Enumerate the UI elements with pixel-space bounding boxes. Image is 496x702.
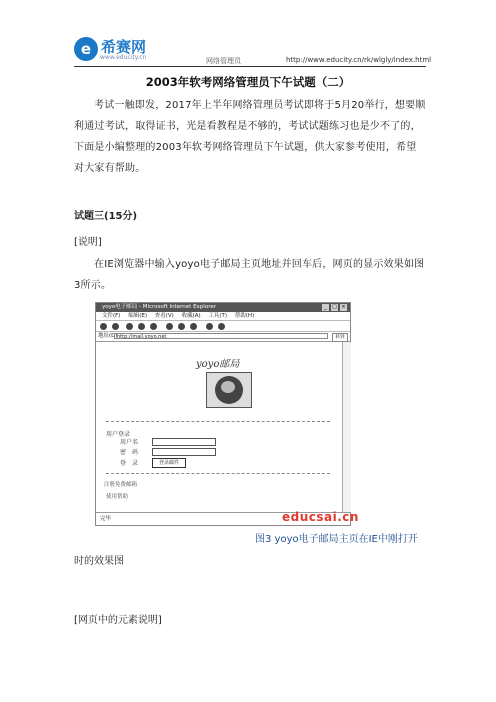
site-logo-image (206, 372, 252, 408)
mail-icon (206, 323, 213, 330)
minimize-icon: _ (322, 304, 329, 311)
menu-favorites: 收藏(A) (181, 313, 201, 319)
section-label-description: [说明] (74, 237, 102, 248)
password-input (152, 448, 216, 456)
header-url[interactable]: http://www.educity.cn/rk/wlgly/index.html (286, 56, 432, 64)
article-title: 2003年软考网络管理员下午试题（二） (145, 75, 351, 89)
register-link: 注册免费邮箱 (104, 482, 138, 488)
browser-screenshot-figure (95, 302, 351, 526)
close-icon: × (341, 304, 346, 310)
header-subject: 网络管理员 (206, 57, 241, 65)
menu-edit: 编辑(E) (128, 313, 147, 319)
password-label: 密 码 (120, 449, 139, 456)
menu-help: 帮助(H) (234, 313, 255, 319)
logo-e-icon: e (74, 37, 98, 61)
figure-caption: 图3 yoyo电子邮局主页在IE中刚打开 (255, 534, 418, 545)
maximize-icon: □ (332, 304, 337, 310)
login-button: 登录邮件 (152, 458, 186, 468)
action-label: 登 录 (120, 460, 139, 467)
history-icon (190, 323, 197, 330)
ie-scrollbar (342, 342, 351, 512)
favorites-icon (178, 323, 185, 330)
refresh-icon (138, 323, 145, 330)
menu-file: 文件(F) (102, 313, 121, 319)
ie-toolbar (96, 321, 350, 332)
divider-top (106, 421, 330, 422)
divider-bottom (106, 473, 330, 474)
login-heading: 用户登录 (106, 431, 131, 438)
username-input (152, 438, 216, 446)
site-title: yoyo邮局 (196, 359, 240, 370)
back-icon (100, 323, 107, 330)
section-label-elements: [网页中的元素说明] (74, 615, 162, 626)
globe-highlight (221, 381, 235, 393)
address-field: http://mail.yoyo.net (114, 333, 328, 339)
ie-menubar (96, 312, 350, 321)
figure-caption-cont: 时的效果图 (74, 556, 124, 567)
status-text: 完毕 (100, 516, 112, 522)
description-paragraph: 在IE浏览器中输入yoyo电子邮局主页地址并回车后，网页的显示效果如图3所示。 (74, 259, 425, 291)
intro-paragraph: 考试一触即发，2017年上半年网络管理员考试即将于5月20举行，想要顺利通过考试，取得证书，光是看教程是不够的，考试试题练习也是少不了的，下面是小编整理的2003年软考网络管理员下午试题，供大家参考使用，希望对大家有帮助。 (74, 100, 426, 174)
ie-address-bar (96, 332, 350, 342)
address-label: 地址(D) (98, 333, 118, 339)
educity-logo[interactable] (74, 37, 166, 63)
username-label: 用户名 (120, 439, 139, 446)
forward-icon (112, 323, 119, 330)
stop-icon (126, 323, 133, 330)
header-divider (74, 66, 426, 67)
ie-window-title: yoyo电子邮局 - Microsoft Internet Explorer (102, 304, 216, 310)
watermark: educsai.cn (282, 510, 359, 524)
print-icon (218, 323, 225, 330)
search-icon (166, 323, 173, 330)
menu-tools: 工具(T) (208, 313, 228, 319)
menu-view: 查看(V) (154, 313, 174, 319)
logo-url: www.educity.cn (100, 54, 147, 61)
question-heading: 试题三(15分) (74, 211, 138, 222)
ie-titlebar (96, 303, 350, 312)
go-button: 转到 (332, 333, 348, 342)
home-icon (150, 323, 157, 330)
logo-name: 希赛网 (101, 38, 147, 56)
help-link: 使用帮助 (106, 494, 129, 500)
